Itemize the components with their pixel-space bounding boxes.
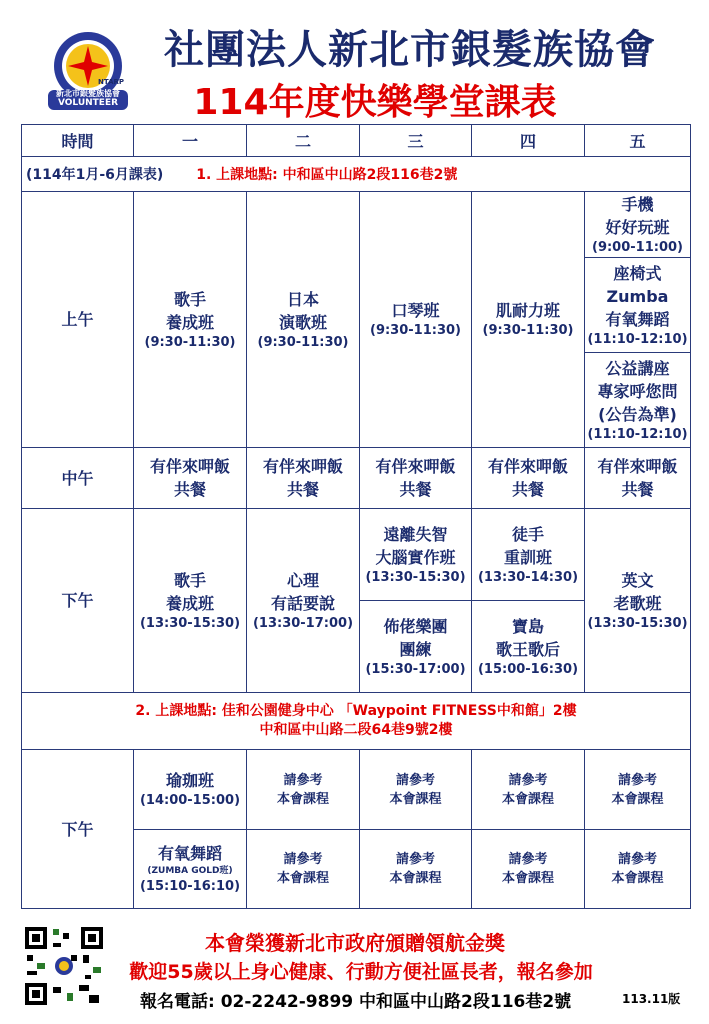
ref-line1: 請參考 (283, 772, 323, 788)
period-afternoon-gym: 下午 (22, 750, 134, 909)
course-time: (9:30-11:30) (370, 323, 461, 338)
noon-row (22, 448, 691, 509)
course-time: (9:30-11:30) (257, 334, 349, 350)
course-name: 寶島 (511, 616, 544, 636)
ref-line1: 請參考 (395, 772, 435, 788)
ref-line1: 請參考 (508, 772, 548, 788)
course-name: 佈佬樂團 (383, 616, 448, 636)
noon-line1: 有伴來呷飯 (262, 457, 343, 476)
gym-ref-cell (472, 830, 585, 909)
schedule-table (21, 124, 691, 909)
version-label: 113.11版 (622, 992, 681, 1006)
logo-org-label: 新北市銀髮族協會 (56, 89, 120, 98)
course-name: 專家呼您問 (597, 381, 678, 401)
noon-line1: 有伴來呷飯 (487, 457, 568, 476)
course-name: 口琴班 (391, 301, 440, 320)
course-name: 老歌班 (613, 593, 662, 613)
noon-line1: 有伴來呷飯 (597, 457, 678, 476)
course-time: (13:30-15:30) (587, 615, 688, 631)
ref-line2: 本會課程 (276, 871, 329, 886)
location1-address: 1. 上課地點: 中和區中山路2段116巷2號 (196, 167, 458, 183)
morning-thu-cell (472, 192, 585, 448)
period-afternoon: 下午 (22, 509, 134, 693)
location2-line2: 中和區中山路二段64巷9號2樓 (259, 722, 453, 738)
afternoon-mon-cell (134, 509, 247, 693)
course-time: (13:30-15:30) (365, 569, 466, 585)
course-time: (11:10-12:10) (587, 426, 688, 442)
course-name: 英文 (621, 570, 654, 590)
course-time: (9:30-11:30) (144, 334, 236, 350)
ntarp-logo-icon (42, 30, 134, 112)
gym-mon-cell-2 (134, 830, 247, 909)
ref-line2: 本會課程 (276, 791, 329, 807)
ref-line2: 本會課程 (501, 791, 554, 807)
morning-row-1 (22, 192, 691, 258)
course-name: 徒手 (511, 524, 544, 544)
header-tue: 二 (247, 125, 360, 157)
gym-ref-cell (585, 830, 691, 909)
course-name: 好好玩班 (605, 217, 670, 237)
header-thu: 四 (472, 125, 585, 157)
course-name: 演歌班 (278, 312, 327, 332)
gym-mon-cell-1 (134, 750, 247, 830)
ref-line1: 請參考 (508, 852, 548, 867)
logo-abbr: NTARP (98, 78, 125, 86)
ref-line1: 請參考 (617, 772, 657, 788)
schedule-title: 114年度快樂學堂課表 (193, 82, 557, 123)
noon-line2: 共餐 (173, 480, 206, 499)
ref-line1: 請參考 (283, 852, 323, 867)
noon-line1: 有伴來呷飯 (375, 457, 456, 476)
course-name: 座椅式 (613, 263, 662, 283)
location1-row (22, 157, 691, 192)
contact-info: 報名電話: 02-2242-9899 中和區中山路2段116巷2號 (140, 992, 572, 1012)
gym-ref-cell (472, 750, 585, 830)
noon-thu-cell (472, 448, 585, 509)
course-name: 心理 (286, 570, 319, 590)
course-name: 有話要說 (270, 593, 335, 613)
ref-line2: 本會課程 (389, 871, 442, 886)
gym-ref-cell (585, 750, 691, 830)
noon-tue-cell (247, 448, 360, 509)
course-name: 手機 (621, 194, 654, 214)
course-name: 遠離失智 (383, 524, 448, 544)
course-name: 肌耐力班 (495, 301, 560, 320)
course-name: (公告為準) (598, 404, 677, 424)
course-name: 團練 (399, 639, 432, 659)
course-name: 歌手 (173, 289, 206, 309)
org-name: 社團法人新北市銀髮族協會 (164, 27, 656, 73)
header-fri: 五 (585, 125, 691, 157)
noon-line2: 共餐 (511, 480, 544, 499)
ref-line2: 本會課程 (389, 791, 442, 807)
afternoon-wed-top-cell (360, 509, 472, 601)
course-name: 公益講座 (605, 358, 670, 378)
ref-line1: 請參考 (395, 852, 435, 867)
course-name: 歌手 (173, 570, 206, 590)
qr-code-icon (23, 925, 105, 1007)
award-text: 本會榮獲新北市政府頒贈領航金獎 (205, 931, 505, 955)
header-time: 時間 (22, 125, 134, 157)
afternoon-wed-bottom-cell (360, 601, 472, 693)
afternoon-fri-cell (585, 509, 691, 693)
course-time: (11:10-12:10) (587, 331, 688, 347)
header-mon: 一 (134, 125, 247, 157)
course-time: (14:00-15:00) (139, 793, 241, 808)
course-name: 大腦實作班 (375, 547, 456, 567)
course-time: (15:30-17:00) (365, 661, 466, 677)
course-name: 有氧舞蹈 (605, 309, 670, 329)
gym-row-1 (22, 750, 691, 830)
morning-fri-cell-1 (585, 192, 691, 258)
location2-line1: 2. 上課地點: 佳和公園健身中心 「Waypoint FITNESS中和館」2樓 (135, 703, 577, 719)
morning-mon-cell (134, 192, 247, 448)
course-time: (13:30-14:30) (477, 569, 579, 585)
afternoon-thu-bottom-cell (472, 601, 585, 693)
location2-row (22, 693, 691, 750)
course-time: (9:30-11:30) (482, 323, 574, 338)
location2-cell (22, 693, 691, 750)
morning-wed-cell (360, 192, 472, 448)
header-wed: 三 (360, 125, 472, 157)
course-time: (9:00-11:00) (592, 239, 683, 255)
ref-line2: 本會課程 (611, 871, 664, 886)
afternoon-row-1 (22, 509, 691, 601)
course-time: (15:00-16:30) (477, 661, 579, 677)
morning-fri-cell-3 (585, 353, 691, 448)
welcome-text: 歡迎55歲以上身心健康、行動方便社區長者，報名參加 (129, 961, 593, 983)
period-morning: 上午 (22, 192, 134, 448)
noon-line2: 共餐 (399, 480, 432, 499)
course-name: 日本 (286, 289, 319, 309)
course-time: (13:30-17:00) (252, 615, 354, 631)
ref-line2: 本會課程 (501, 871, 554, 886)
term-note: (114年1月-6月課表) (26, 167, 164, 183)
noon-mon-cell (134, 448, 247, 509)
gym-ref-cell (360, 750, 472, 830)
gym-ref-cell (360, 830, 472, 909)
morning-fri-cell-2 (585, 258, 691, 353)
logo-volunteer-label: VOLUNTEER (57, 98, 119, 108)
course-name: 瑜珈班 (165, 771, 214, 790)
noon-fri-cell (585, 448, 691, 509)
morning-tue-cell (247, 192, 360, 448)
course-name: 養成班 (165, 312, 214, 332)
course-name: 重訓班 (503, 547, 552, 567)
ref-line1: 請參考 (617, 852, 657, 867)
period-noon: 中午 (22, 448, 134, 509)
course-name: Zumba (606, 286, 669, 306)
ref-line2: 本會課程 (611, 791, 664, 807)
course-name: 歌王歌后 (495, 639, 560, 659)
course-note: (ZUMBA GOLD班) (147, 866, 233, 876)
course-name: 有氧舞蹈 (157, 844, 222, 863)
course-time: (13:30-15:30) (139, 615, 241, 631)
noon-line1: 有伴來呷飯 (149, 457, 230, 476)
course-time: (15:10-16:10) (139, 879, 241, 894)
afternoon-thu-top-cell (472, 509, 585, 601)
gym-ref-cell (247, 750, 360, 830)
course-name: 養成班 (165, 593, 214, 613)
gym-ref-cell (247, 830, 360, 909)
header-row (22, 125, 691, 157)
noon-line2: 共餐 (621, 480, 654, 499)
noon-wed-cell (360, 448, 472, 509)
noon-line2: 共餐 (286, 480, 319, 499)
afternoon-tue-cell (247, 509, 360, 693)
